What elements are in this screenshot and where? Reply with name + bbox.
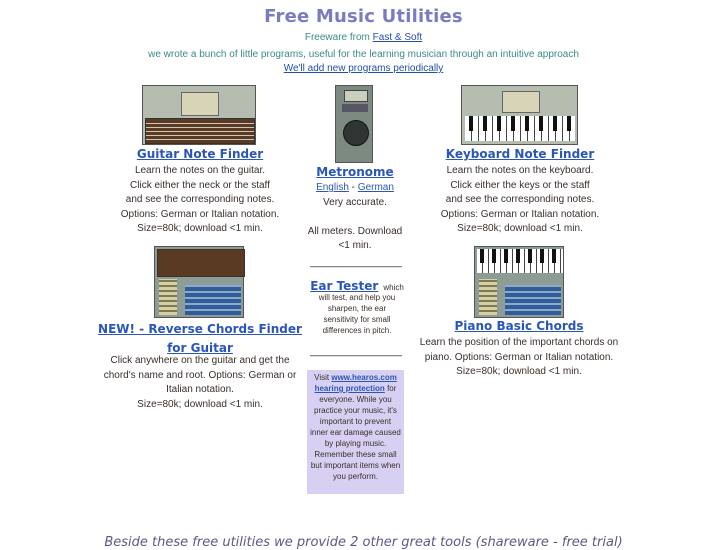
metronome-description (300, 181, 410, 254)
divider (310, 266, 402, 268)
add-more-link[interactable]: We'll add new programs periodically (283, 63, 444, 74)
desc-line: Click either the neck or the staff (130, 179, 270, 191)
desc-line: Options: German or Italian notation. (120, 208, 280, 220)
keyboard-note-finder-link[interactable]: Keyboard Note Finder (445, 147, 595, 161)
desc-line: Very accurate. (323, 196, 387, 208)
desc-line: and see the corresponding notes. (125, 194, 275, 205)
staff-panel-image (502, 91, 540, 113)
desc-line (300, 210, 410, 225)
desc-line: Click either the keys or the staff (450, 179, 590, 191)
metronome-link[interactable]: Metronome (316, 165, 394, 179)
guitar-note-finder-link[interactable]: Guitar Note Finder (136, 147, 264, 161)
staff-panel-image (181, 92, 219, 116)
footer-text: Beside these free utilities we provide 2 other great tools (shareware - free trial) (104, 535, 623, 550)
desc-line: Learn the notes on the keyboard. (446, 165, 594, 176)
piano-chords-thumbnail[interactable] (474, 246, 564, 318)
hearos-second-line (307, 383, 404, 394)
fretboard-image (145, 118, 255, 144)
hearos-box (307, 370, 404, 494)
desc-line: you perform. (333, 472, 378, 481)
ladder-image (159, 279, 177, 315)
desc-line: sensitivity for small (323, 315, 391, 324)
ear-tester-suffix: which (383, 283, 404, 292)
metronome-german-link[interactable]: German (357, 182, 394, 193)
hearos-suffix: for (387, 384, 397, 393)
keyboard-note-finder-description (420, 164, 620, 237)
freeware-line (0, 32, 727, 43)
keyboard-keys-image (477, 249, 563, 273)
desc-line: Learn the notes on the guitar. (134, 165, 266, 176)
desc-line: Click anywhere on the guitar and get the (110, 355, 290, 366)
divider (310, 355, 402, 357)
page-title: Free Music Utilities (264, 6, 463, 27)
desc-line: sharpen, the ear (327, 304, 387, 313)
keyboard-note-finder-thumbnail[interactable] (461, 85, 578, 145)
desc-line: Size=80k; download <1 min. (457, 223, 583, 234)
desc-line: differences in pitch. (322, 326, 392, 335)
freeware-prefix: Freeware from (304, 32, 370, 43)
guitar-note-finder-thumbnail[interactable] (142, 85, 256, 145)
desc-line: but important items when (310, 461, 401, 470)
desc-line: Size=80k; download <1 min. (137, 223, 263, 234)
desc-line: important to prevent (319, 417, 392, 426)
metronome-dial-image (343, 120, 369, 146)
hearos-link[interactable]: www.hearos.com (331, 373, 397, 382)
fretboard-image (157, 249, 245, 277)
hearos-first-line (307, 372, 404, 383)
chord-panel-image (505, 285, 561, 315)
reverse-chords-link-line2[interactable]: for Guitar (167, 341, 233, 355)
desc-line: piano. Options: German or Italian notation. (424, 351, 614, 363)
metronome-language-links (300, 181, 410, 196)
desc-line: All meters. Download (307, 225, 403, 237)
desc-line: and see the corresponding notes. (445, 194, 595, 205)
reverse-chords-description (95, 354, 305, 412)
desc-line: will test, and help you (318, 293, 396, 302)
metronome-english-link[interactable]: English (316, 182, 349, 193)
desc-line: Size=80k; download <1 min. (456, 366, 582, 377)
hearos-prefix: Visit (314, 373, 330, 382)
desc-line: inner ear damage caused (310, 428, 401, 437)
piano-chords-link[interactable]: Piano Basic Chords (454, 319, 584, 333)
desc-line: everyone. While you (319, 395, 392, 404)
reverse-chords-link[interactable]: NEW! - Reverse Chords Finder (98, 322, 302, 336)
desc-line: by playing music. (324, 439, 387, 448)
keyboard-keys-image (465, 116, 575, 141)
desc-line: Italian notation. (166, 384, 234, 395)
hearing-protection-link[interactable]: hearing protection (314, 384, 385, 393)
chord-panel-image (185, 285, 241, 315)
piano-chords-description (410, 336, 628, 380)
desc-line: practice your music, it's (314, 406, 397, 415)
desc-line: Remember these small (314, 450, 397, 459)
fast-soft-link[interactable]: Fast & Soft (372, 32, 423, 43)
reverse-chords-thumbnail[interactable] (154, 246, 244, 318)
desc-line: <1 min. (338, 240, 372, 251)
metronome-display-image (344, 90, 368, 102)
desc-line: Options: German or Italian notation. (440, 208, 600, 220)
desc-line: Learn the position of the important chords on (419, 337, 619, 348)
ear-tester-link[interactable]: Ear Tester (310, 279, 379, 293)
guitar-note-finder-description (100, 164, 300, 237)
reverse-chords-title (90, 319, 310, 357)
tagline: we wrote a bunch of little programs, useful for the learning musician through an intuitive approach (148, 49, 579, 60)
desc-line: Size=80k; download <1 min. (137, 398, 263, 410)
metronome-buttons-image (342, 104, 368, 112)
language-separator: - (351, 182, 356, 193)
ladder-image (479, 279, 497, 315)
ear-tester-description (305, 292, 409, 336)
desc-line: chord's name and root. Options: German or (103, 369, 297, 381)
metronome-thumbnail[interactable] (335, 85, 373, 163)
